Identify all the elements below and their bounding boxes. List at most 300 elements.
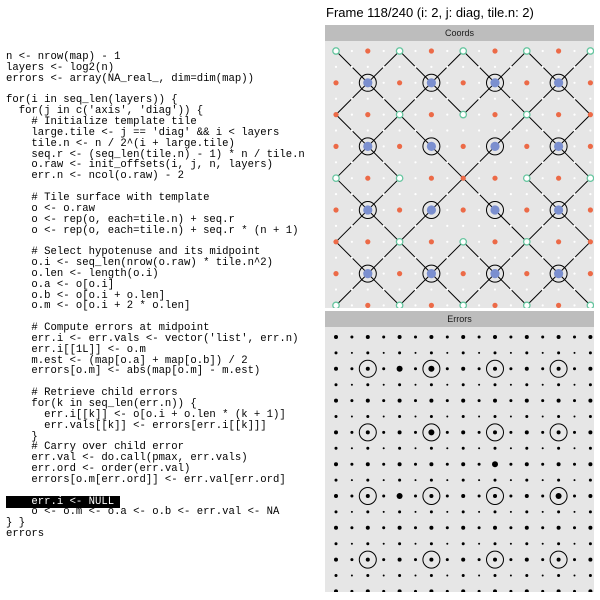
grid-point (414, 304, 416, 306)
error-dot (478, 367, 481, 370)
grid-point (478, 273, 480, 275)
error-dot (478, 431, 481, 434)
grid-point (399, 193, 401, 195)
vertex-point (587, 175, 593, 181)
grid-point (430, 225, 432, 227)
error-dot (494, 383, 497, 386)
child-point (556, 303, 561, 308)
grid-point (351, 177, 353, 179)
error-dot (509, 495, 512, 498)
error-dot (541, 495, 544, 498)
grid-point (510, 145, 512, 147)
grid-point (478, 177, 480, 179)
grid-point (589, 98, 591, 100)
grid-point (383, 66, 385, 68)
error-dot (351, 416, 353, 418)
error-dot (525, 367, 529, 371)
error-dot (492, 461, 498, 467)
error-dot (334, 399, 338, 403)
grid-point (573, 257, 575, 259)
grid-point (542, 82, 544, 84)
grid-point (494, 193, 496, 195)
error-dot (493, 399, 497, 403)
error-dot (509, 336, 512, 339)
grid-point (399, 161, 401, 163)
error-dot (350, 431, 353, 434)
vertex-point (587, 48, 593, 54)
error-dot (334, 462, 338, 466)
error-dot (398, 335, 402, 339)
error-dot (382, 463, 385, 466)
error-dot (461, 367, 465, 371)
error-dot (398, 415, 401, 418)
error-dot (589, 383, 592, 386)
error-dot (478, 384, 480, 386)
vertex-point (524, 111, 530, 117)
error-dot (478, 543, 480, 545)
error-dot (525, 383, 528, 386)
error-dot (429, 494, 433, 498)
code-line: for(k in seq_len(err.n)) { (6, 398, 197, 410)
vertex-point (396, 48, 402, 54)
error-dot (574, 384, 576, 386)
error-dot (398, 558, 402, 562)
errors-panel-title: Errors (325, 311, 594, 327)
error-dot (414, 590, 417, 592)
error-dot (509, 558, 512, 561)
error-dot (510, 511, 512, 513)
code-line: o <- rep(o, each=tile.n) + seq.r (6, 213, 235, 226)
error-dot (430, 542, 433, 545)
error-dot (510, 447, 512, 449)
grid-point (335, 129, 337, 131)
child-point (365, 239, 370, 244)
error-dot (525, 526, 529, 530)
error-dot (366, 589, 370, 592)
error-dot (478, 463, 481, 466)
grid-point (573, 241, 575, 243)
midpoint-dot (554, 78, 563, 87)
grid-point (430, 98, 432, 100)
grid-point (510, 209, 512, 211)
grid-point (494, 66, 496, 68)
child-point (461, 80, 466, 85)
error-dot (429, 462, 433, 466)
error-dot (398, 351, 401, 354)
grid-point (573, 114, 575, 116)
vertex-point (396, 239, 402, 245)
error-dot (461, 558, 465, 562)
grid-point (383, 193, 385, 195)
grid-point (335, 288, 337, 290)
error-dot (398, 542, 401, 545)
error-dot (557, 510, 560, 513)
error-dot (557, 558, 561, 562)
error-dot (446, 543, 448, 545)
code-line: n <- nrow(map) - 1 (6, 51, 121, 63)
error-dot (461, 494, 465, 498)
code-line: errors[o.m] <- abs(map[o.m] - m.est) (6, 365, 261, 378)
grid-point (383, 98, 385, 100)
child-point (429, 176, 434, 181)
grid-point (510, 257, 512, 259)
error-dot (589, 479, 592, 482)
grid-point (335, 161, 337, 163)
child-point (461, 144, 466, 149)
error-dot (350, 590, 353, 592)
grid-point (414, 66, 416, 68)
error-dot (509, 463, 512, 466)
grid-point (589, 129, 591, 131)
grid-point (494, 161, 496, 163)
code-line: for(i in seq_len(layers)) { (6, 94, 178, 107)
grid-point (414, 129, 416, 131)
grid-point (526, 288, 528, 290)
error-dot (557, 351, 560, 354)
error-dot (478, 336, 481, 339)
grid-point (478, 129, 480, 131)
error-dot (382, 399, 385, 402)
child-point (524, 271, 529, 276)
error-dot (461, 589, 465, 592)
child-point (333, 239, 338, 244)
error-dot (383, 447, 385, 449)
error-dot (478, 495, 481, 498)
error-dot (557, 383, 560, 386)
error-dot (509, 526, 512, 529)
error-dot (509, 399, 512, 402)
grid-point (494, 257, 496, 259)
vertex-point (460, 111, 466, 117)
grid-point (478, 145, 480, 147)
error-dot (510, 575, 512, 577)
grid-point (383, 82, 385, 84)
grid-point (414, 257, 416, 259)
child-point (461, 207, 466, 212)
grid-point (478, 50, 480, 52)
grid-point (351, 257, 353, 259)
grid-point (446, 82, 448, 84)
grid-point (446, 145, 448, 147)
error-dot (478, 511, 480, 513)
vertex-point (460, 48, 466, 54)
grid-point (414, 161, 416, 163)
error-dot (557, 479, 560, 482)
error-dot (589, 415, 592, 418)
child-point (556, 112, 561, 117)
grid-point (542, 129, 544, 131)
error-dot (415, 447, 417, 449)
grid-point (351, 304, 353, 306)
error-dot (446, 384, 448, 386)
grid-point (542, 177, 544, 179)
error-dot (510, 416, 512, 418)
grid-point (351, 225, 353, 227)
grid-point (542, 193, 544, 195)
grid-point (351, 114, 353, 116)
grid-point (399, 225, 401, 227)
grid-point (478, 193, 480, 195)
grid-point (462, 98, 464, 100)
grid-point (351, 50, 353, 52)
error-dot (573, 336, 576, 339)
grid-point (430, 288, 432, 290)
error-dot (415, 479, 417, 481)
error-dot (446, 526, 449, 529)
error-dot (493, 589, 497, 592)
grid-point (399, 98, 401, 100)
error-dot (334, 494, 338, 498)
error-dot (414, 399, 417, 402)
code-line: # Carry over child error (6, 441, 185, 454)
grid-point (573, 129, 575, 131)
grid-point (478, 114, 480, 116)
error-dot (351, 575, 353, 577)
child-point (461, 271, 466, 276)
error-dot (478, 447, 480, 449)
grid-point (478, 241, 480, 243)
error-dot (366, 558, 370, 562)
error-dot (573, 526, 576, 529)
grid-point (573, 304, 575, 306)
error-dot (398, 574, 401, 577)
child-point (556, 176, 561, 181)
grid-point (573, 193, 575, 195)
grid-point (383, 257, 385, 259)
error-dot (462, 542, 465, 545)
code-line: o.b <- o[o.i + o.len] (6, 289, 165, 302)
error-dot (351, 511, 353, 513)
grid-point (399, 66, 401, 68)
grid-point (478, 209, 480, 211)
error-dot (573, 558, 576, 561)
grid-point (589, 225, 591, 227)
error-dot (446, 479, 448, 481)
grid-point (510, 82, 512, 84)
grid-point (526, 161, 528, 163)
error-dot (588, 430, 592, 434)
grid-point (367, 161, 369, 163)
error-dot (510, 352, 512, 354)
code-line: err.vals[[k]] <- errors[err.i[[k]]] (6, 419, 267, 432)
error-dot (383, 479, 385, 481)
code-line: errors <- array(NA_real_, dim=dim(map)) (6, 72, 254, 85)
grid-point (414, 50, 416, 52)
error-dot (525, 335, 529, 339)
code-line: layers <- log2(n) (6, 61, 115, 74)
child-point (397, 207, 402, 212)
code-line: o.m <- o[o.i + 2 * o.len] (6, 300, 191, 313)
error-dot (383, 416, 385, 418)
error-dot (335, 447, 338, 450)
error-dot (525, 351, 528, 354)
error-dot (525, 558, 529, 562)
grid-point (446, 304, 448, 306)
grid-point (383, 114, 385, 116)
grid-point (414, 145, 416, 147)
midpoint-dot (490, 142, 499, 151)
grid-point (399, 288, 401, 290)
child-point (524, 80, 529, 85)
grid-point (573, 50, 575, 52)
error-dot (510, 543, 512, 545)
error-dot (557, 574, 560, 577)
error-dot (478, 590, 481, 592)
grid-point (351, 193, 353, 195)
error-dot (383, 511, 385, 513)
grid-point (573, 177, 575, 179)
grid-point (573, 288, 575, 290)
grid-point (399, 257, 401, 259)
grid-point (446, 257, 448, 259)
midpoint-dot (490, 78, 499, 87)
error-dot (382, 431, 385, 434)
grid-point (446, 273, 448, 275)
error-dot (462, 383, 465, 386)
grid-point (573, 225, 575, 227)
grid-point (367, 193, 369, 195)
error-dot (525, 494, 529, 498)
error-dot (588, 494, 592, 498)
error-dot (588, 526, 592, 530)
error-dot (462, 574, 465, 577)
child-point (588, 80, 593, 85)
error-dot (574, 416, 576, 418)
error-dot (462, 479, 465, 482)
error-dot (574, 543, 576, 545)
error-dot (446, 399, 449, 402)
error-dot (366, 367, 370, 371)
grid-point (414, 209, 416, 211)
child-point (429, 239, 434, 244)
error-dot (398, 399, 402, 403)
grid-point (414, 273, 416, 275)
grid-point (558, 66, 560, 68)
error-dot (366, 430, 370, 434)
code-line (6, 486, 324, 497)
error-dot (541, 558, 544, 561)
error-dot (430, 351, 433, 354)
error-dot (494, 479, 497, 482)
error-dot (510, 479, 512, 481)
error-dot (541, 367, 544, 370)
grid-point (367, 288, 369, 290)
child-point (333, 112, 338, 117)
vertex-point (460, 239, 466, 245)
error-dot (525, 430, 529, 434)
midpoint-dot (490, 269, 499, 278)
child-point (333, 207, 338, 212)
child-point (333, 271, 338, 276)
error-dot (366, 335, 370, 339)
coords-panel (325, 25, 594, 308)
grid-point (573, 273, 575, 275)
child-point (588, 239, 593, 244)
grid-point (446, 288, 448, 290)
vertex-point (333, 175, 339, 181)
error-dot (510, 384, 512, 386)
error-dot (415, 416, 417, 418)
child-point (524, 144, 529, 149)
code-line: # Select hypotenuse and its midpoint (6, 246, 261, 259)
error-dot (494, 510, 497, 513)
grid-point (367, 257, 369, 259)
code-line: o.len <- length(o.i) (6, 267, 159, 280)
grid-point (494, 288, 496, 290)
error-dot (351, 447, 353, 449)
grid-point (414, 241, 416, 243)
error-dot (430, 574, 433, 577)
grid-point (367, 66, 369, 68)
error-dot (478, 575, 480, 577)
error-dot (461, 526, 465, 530)
code-line: large.tile <- j == 'diag' && i < layers (6, 126, 280, 139)
error-dot (415, 352, 417, 354)
grid-point (510, 177, 512, 179)
error-dot (588, 462, 592, 466)
child-point (333, 144, 338, 149)
error-dot (573, 367, 576, 370)
child-point (365, 303, 370, 308)
grid-point (558, 193, 560, 195)
grid-point (478, 82, 480, 84)
error-dot (382, 367, 385, 370)
error-dot (494, 574, 497, 577)
error-dot (351, 352, 353, 354)
grid-point (351, 241, 353, 243)
error-dot (414, 431, 417, 434)
error-dot (350, 367, 353, 370)
grid-point (367, 129, 369, 131)
error-dot (493, 558, 497, 562)
error-dot (493, 494, 497, 498)
errors-plot (325, 327, 594, 592)
error-dot (366, 399, 370, 403)
grid-point (589, 161, 591, 163)
midpoint-dot (427, 142, 436, 151)
grid-point (478, 161, 480, 163)
error-dot (350, 495, 353, 498)
error-dot (493, 367, 497, 371)
error-dot (446, 558, 449, 561)
error-dot (351, 384, 353, 386)
error-dot (557, 335, 561, 339)
code-line: err.val <- do.call(pmax, err.vals) (6, 452, 248, 465)
midpoint-dot (427, 78, 436, 87)
error-dot (509, 367, 512, 370)
error-dot (446, 590, 449, 592)
errors-panel (325, 311, 594, 592)
vertex-point (333, 302, 339, 308)
code-line: o.raw <- init_offsets(i, j, n, layers) (6, 159, 274, 172)
grid-point (446, 209, 448, 211)
grid-point (383, 304, 385, 306)
error-dot (542, 384, 544, 386)
midpoint-dot (554, 205, 563, 214)
error-dot (462, 447, 465, 450)
error-dot (398, 526, 402, 530)
error-dot (414, 495, 417, 498)
grid-point (383, 288, 385, 290)
grid-point (526, 225, 528, 227)
vertex-point (524, 302, 530, 308)
grid-point (526, 193, 528, 195)
grid-point (414, 177, 416, 179)
error-dot (334, 430, 338, 434)
grid-point (462, 161, 464, 163)
grid-point (526, 257, 528, 259)
error-dot (429, 526, 433, 530)
